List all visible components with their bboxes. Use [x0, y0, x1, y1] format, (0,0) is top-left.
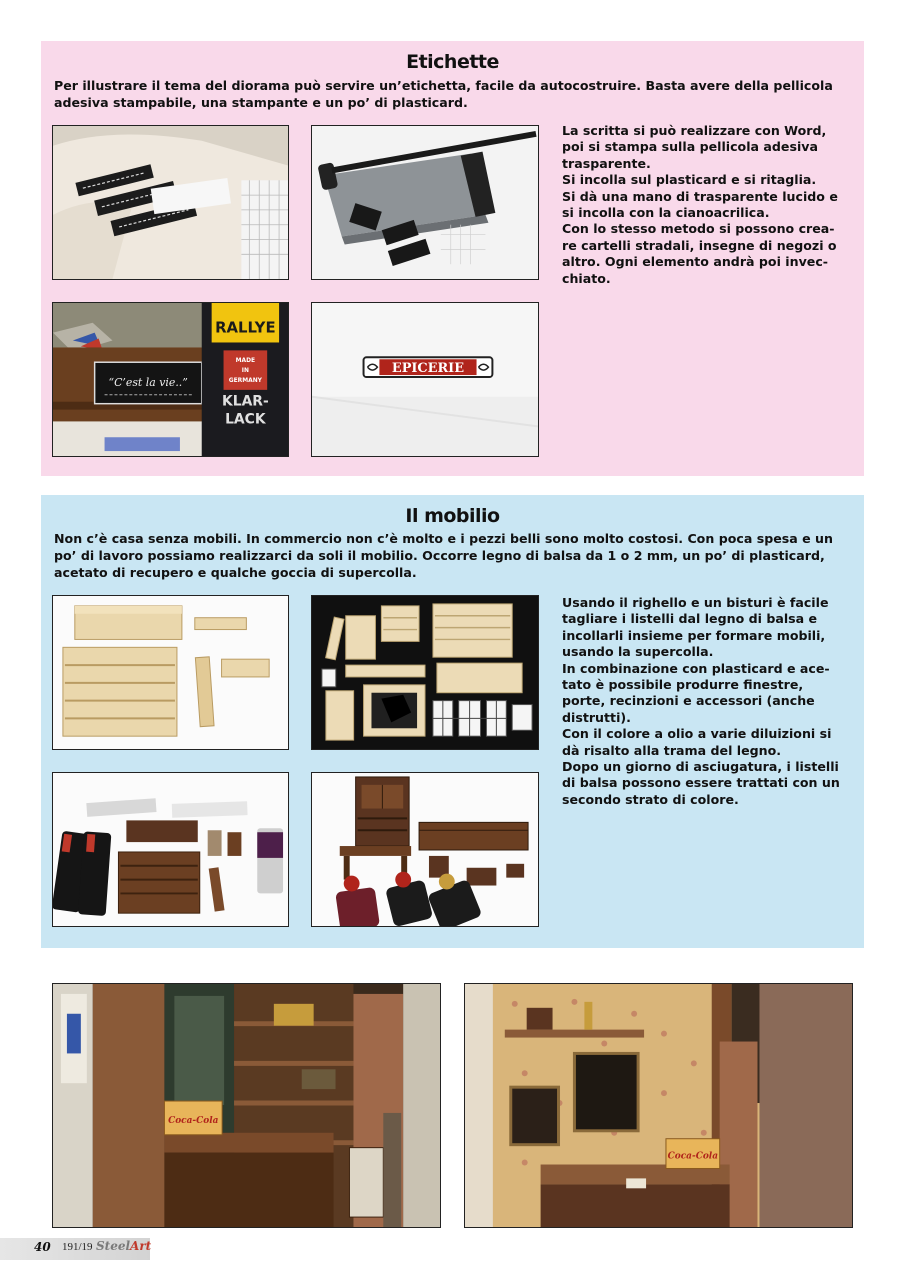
- photo-balsa-shelves: [52, 595, 289, 750]
- magazine-logo: [96, 1239, 151, 1253]
- side-line: chiato.: [562, 270, 611, 286]
- photo-printed-labels: [52, 125, 289, 280]
- side-line: Dopo un giorno di asciugatura, i listelli: [562, 759, 839, 775]
- side-line: In combinazione con plasticard e ace-: [562, 660, 830, 676]
- side-line: trasparente.: [562, 155, 651, 171]
- side-line: poi si stampa sulla pellicola adesiva: [562, 139, 818, 155]
- etichette-section: [41, 41, 864, 476]
- photo-diorama-label-varnish: [52, 302, 289, 457]
- label-rallye: RALLYE: [215, 319, 276, 337]
- label-germany: GERMANY: [228, 376, 262, 384]
- side-line: incollarli insieme per formare mobili,: [562, 627, 826, 643]
- label-coca-cola-right: Coca-Cola: [667, 1151, 719, 1162]
- side-line: porte, recinzioni e accessori (anche: [562, 693, 815, 709]
- etichette-title: Etichette: [406, 51, 499, 73]
- label-in: IN: [241, 367, 249, 375]
- label-lack: LACK: [225, 411, 266, 428]
- brand-art: Art: [130, 1239, 152, 1253]
- mobilio-side-text: [562, 595, 856, 808]
- side-line: usando la supercolla.: [562, 644, 714, 660]
- photo-paper-cutter: [311, 125, 539, 280]
- label-klar: KLAR-: [221, 393, 269, 410]
- label-epicerie: EPICERIE: [391, 361, 465, 377]
- side-line: Usando il righello e un bisturi è facile: [562, 595, 829, 610]
- issue-number: 191/19: [62, 1241, 93, 1253]
- side-line: tato è possibile produrre finestre,: [562, 677, 804, 693]
- side-line: tagliare i listelli dal legno di balsa e: [562, 611, 818, 627]
- side-line: altro. Ogni elemento andrà poi invec-: [562, 254, 829, 270]
- label-cest-la-vie: “C’est la vie..”: [108, 375, 188, 389]
- photo-cut-pieces: [311, 595, 539, 750]
- etichette-intro: Per illustrare il tema del diorama può servire un’etichetta, facile da autocostruire. Basta avere della pellicola adesiva stampabile, una stampante e un po’ di plasticard.: [54, 78, 833, 110]
- side-line: Con lo stesso metodo si possono crea-: [562, 221, 835, 237]
- etichette-side-text: [562, 123, 856, 287]
- brand-steel: Steel: [96, 1239, 131, 1253]
- side-line: La scritta si può realizzare con Word,: [562, 123, 827, 138]
- mobilio-section: [41, 495, 864, 948]
- side-line: secondo strato di colore.: [562, 791, 739, 807]
- photo-shop-interior: [52, 983, 441, 1228]
- side-line: di balsa possono essere trattati con un: [562, 775, 840, 791]
- photo-oil-paints: [52, 772, 289, 927]
- side-line: re cartelli stradali, insegne di negozi o: [562, 237, 837, 253]
- side-line: distrutti).: [562, 709, 631, 725]
- label-coca-cola-left: Coca-Cola: [168, 1115, 219, 1126]
- mobilio-intro: Non c’è casa senza mobili. In commercio non c’è molto e i pezzi belli sono molto costosi. Con poca spesa e un po’ di lavoro possiamo realizzarci da soli il mobilio. Occorre legno di balsa da 1 o 2 mm, un po’ di plasticard, acetato di recupero e qualche goccia di supercolla.: [54, 531, 833, 580]
- side-line: Con il colore a olio a varie diluizioni si: [562, 726, 832, 742]
- page-number: 40: [34, 1240, 51, 1254]
- label-made: MADE: [235, 357, 256, 365]
- side-line: Si incolla sul plasticard e si ritaglia.: [562, 172, 817, 188]
- side-line: Si dà una mano di trasparente lucido e: [562, 188, 838, 204]
- photo-finished-furniture: [311, 772, 539, 927]
- side-line: dà risalto alla trama del legno.: [562, 742, 782, 758]
- photo-room-interior: [464, 983, 853, 1228]
- photo-epicerie-sign: [311, 302, 539, 457]
- side-line: si incolla con la cianoacrilica.: [562, 205, 770, 221]
- mobilio-title: Il mobilio: [405, 505, 500, 527]
